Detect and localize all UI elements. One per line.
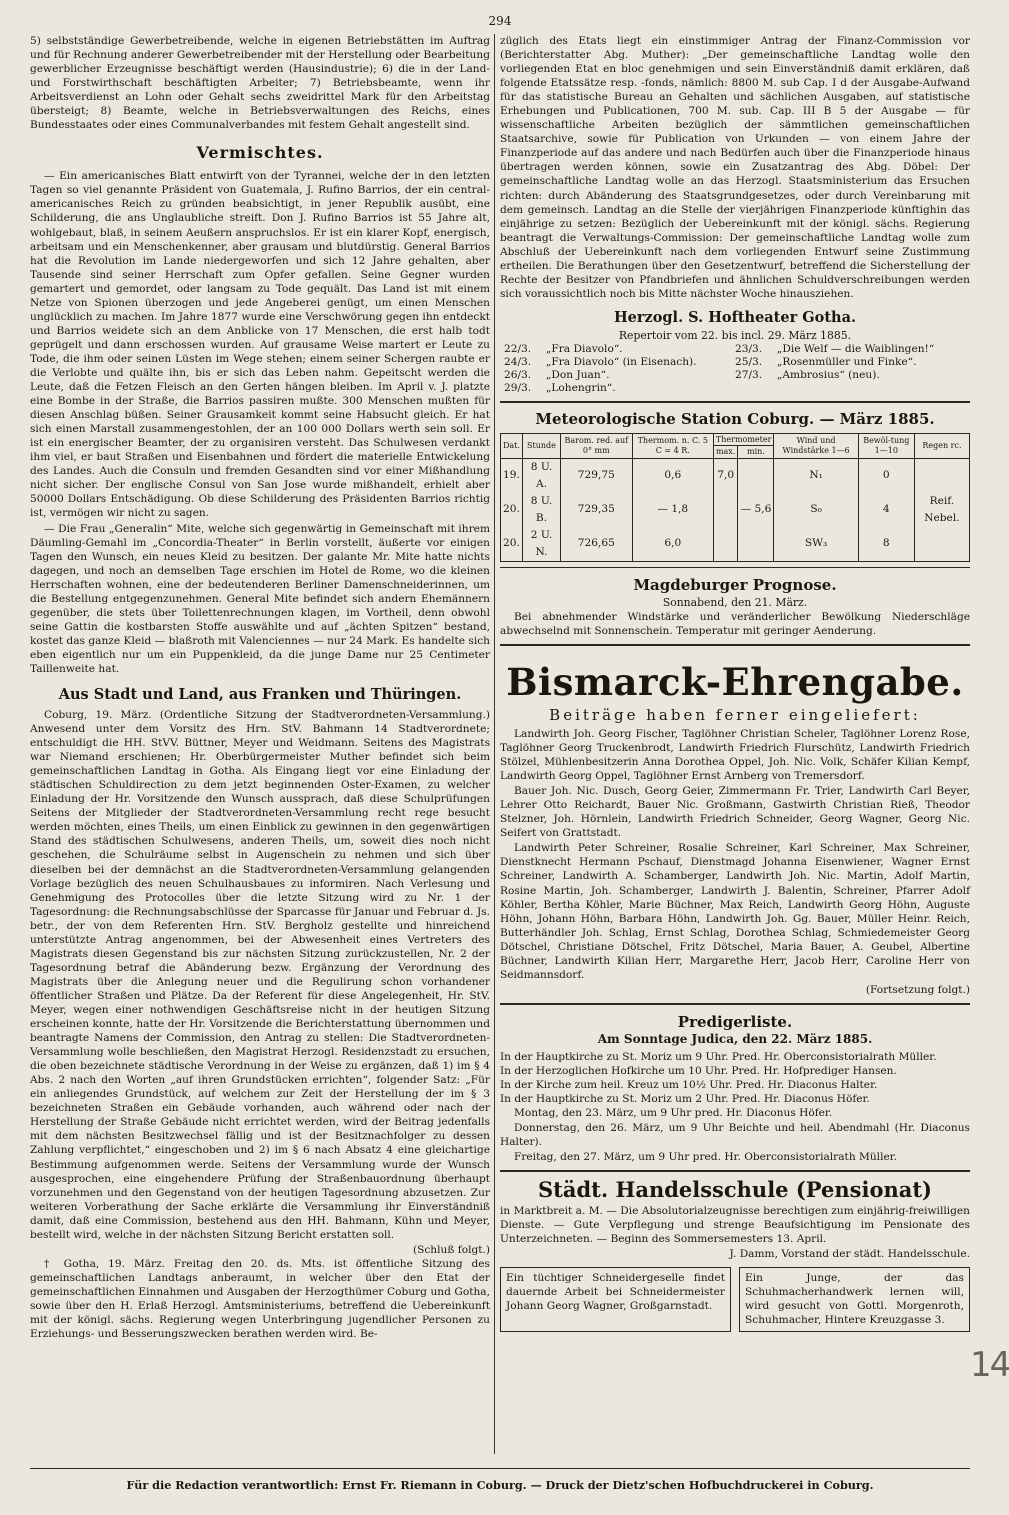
repertoire-date: 29/3. xyxy=(504,381,532,394)
heading-meteorologische-station: Meteorologische Station Coburg. — März 1885. xyxy=(535,409,935,428)
imprint-footer: Für die Redaction verantwortlich: Ernst Fr. Riemann in Coburg. — Druck der Dietz'schen Hofbuchdruckerei in Coburg. xyxy=(126,1478,874,1492)
weather-cell-max xyxy=(713,493,738,527)
prognose-text: Bei abnehmender Windstärke und veränderlicher Bewölkung Niederschläge abwechselnd mit Sonnenschein. Temperatur mit geringer Aenderung. xyxy=(500,610,970,637)
section-rule xyxy=(500,401,970,403)
col-regen: Regen rc. xyxy=(914,433,969,458)
prognose-date: Sonnabend, den 21. März. xyxy=(662,595,808,609)
repertoire-row xyxy=(500,369,970,382)
heading-aus-stadt-und-land: Aus Stadt und Land, aus Franken und Thüringen. xyxy=(58,686,462,704)
repertoire-title xyxy=(773,382,970,395)
repertoire-date xyxy=(731,382,773,395)
weather-cell-min: — 5,6 xyxy=(738,493,774,527)
repertoire-table xyxy=(500,343,970,395)
footer-rule xyxy=(30,1468,970,1469)
weather-cell-barom: 729,35 xyxy=(560,493,632,527)
schluss-folgt: (Schluß folgt.) xyxy=(412,1243,490,1256)
heading-bismarck-ehrengabe: Bismarck-Ehrengabe. xyxy=(506,659,964,704)
repertoire-date: 27/3. xyxy=(734,368,763,381)
col-dat: Dat. xyxy=(501,433,523,458)
right-column xyxy=(500,34,970,1462)
handwritten-margin-note: 14 xyxy=(970,1345,1009,1385)
col-stunde: Stunde xyxy=(522,433,560,458)
ad-schneidergeselle xyxy=(500,1267,731,1332)
predigt-list xyxy=(500,1050,970,1106)
col-therm: Thermom. n. C. 5 C = 4 R. xyxy=(632,433,713,458)
weather-cell-barom: 726,65 xyxy=(560,527,632,562)
ad-junge-text: Ein Junge, der das Schuhmacherhandwerk lernen will, wird gesucht von Gottl. Morgenroth, Schuhmacher, Hintere Kreuzgasse 3. xyxy=(745,1272,964,1327)
weather-row xyxy=(501,458,970,493)
section-rule xyxy=(500,567,970,568)
article-coburg: Coburg, 19. März. (Ordentliche Sitzung der Stadtverordneten-Versammlung.) Anwesend unter dem Vorsitz des Hrn. StV. Bahmann 14 Stadtverordnete; entschuldigt die HH. StVV. Büttner, Meyer und Weidmann. Seitens des Magistrats war Niemand erschienen; Hr. Oberbürgermeister Muther befindet sich beim gemeinschaftlichen Landtag in Gotha. Als Eingang liegt vor eine Einladung der städtischen Schuldirection zu dem jetzt beginnenden Oster-Examen, zu welcher Einladung der Hr. Vorsitzende den Wunsch aussprach, daß diese Schulprüfungen Seitens der Mitglieder der Stadtverordneten-Versammlung recht rege besucht werden möchten, eines Theils, um einen Einblick zu gewinnen in den gegenwärtigen Stand des städtischen Schulwesens, anderen Theils, um, soweit dies noch nicht geschehen, die Schulräume selbst in Augenschein zu nehmen und sich über dieselben bei der demnächst an die Stadtverordneten-Versammlung gelangenden Vorlage bezüglich des neuen Schulhausbaues zu informiren. Nach Verlesung und Genehmigung des Protocolles über die letzte Sitzung wird zu Nr. 1 der Tagesordnung: die Rechnungsabschlüsse der Sparcasse für Januar und Februar d. Js. betr., der von dem Referenten Hrn. StV. Bergholz gestellte und hinreichend unterstützte Antrag angenommen, bei der Abwesenheit eines Vertreters des Magistrats diesen Gegenstand bis zur nächsten Sitzung zurückzustellen, Nr. 2 der Tagesordnung betraf die Abänderung bezw. Ergänzung der Verordnung des Magistrats über die Anlegung neuer und die Regulirung schon vorhandener öffentlicher Straßen und Plätze. Da der Referent für diese Angelegenheit, Hr. StV. Meyer, wegen einer nothwendigen Geschäftsreise nicht in der heutigen Sitzung erscheinen konnte, hatte der Hr. Vorsitzende die Berichterstattung übernommen und beantragte Namens der Commission, den Antrag zu stellen: Die Stadtverordneten-Versammlung wolle beschließen, den Magistrat Herzogl. Residenzstadt zu ersuchen, die oben bezeichnete städtische Verordnung in der Weise zu ergänzen, daß 1) im § 4 Abs. 2 nach den Worten „auf ihren Grundstücken errichten“, folgender Satz: „Für ein anliegendes Grundstück, auf welchem zur Zeit der Herstellung der im § 3 bezeichneten Straßen ein Gebäude vorhanden, auch während oder nach der Herstellung der Straße Gebäude nicht errichtet werden, wird der Beitrag jedenfalls mit dem nächsten Besitzwechsel fällig und ist der Besitznachfolger zu dessen Zahlung verpflichtet,“ eingeschoben und 2) im § 6 nach Absatz 4 eine gleichartige Bestimmung aufgenommen werde. Seitens der Versammlung wurde der Wunsch ausgesprochen, eine eingehendere Prüfung der Straßenbauordnung überhaupt vorzunehmen und den Gegenstand von der heutigen Tagesordnung abzusetzen. Zur weiteren Vorberathung der Sache erklärte die Versammlung ihr Einverständniß damit, daß eine Commission, bestehend aus den HH. Bahmann, Kühn und Meyer, bestellt wird, welche in der nächsten Sitzung Bericht erstatten soll. xyxy=(30,709,490,1241)
bismarck-list-2: Bauer Joh. Nic. Dusch, Georg Geier, Zimmermann Fr. Trier, Landwirth Carl Beyer, Lehrer Otto Reichardt, Bauer Nic. Großmann, Gastwirth Christian Rieß, Theodor Stelzner, Joh. Hörnlein, Landwirth Friedrich Schneider, Georg Wagner, Georg Nic. Seifert von Grattstadt. xyxy=(500,785,970,840)
weather-cell-regen: Reif. Nebel. xyxy=(914,493,969,527)
predigt-item: In der Hauptkirche zu St. Moriz um 9 Uhr. Pred. Hr. Oberconsistorialrath Müller. xyxy=(500,1050,937,1063)
weather-cell-stunde: 2 U. N. xyxy=(522,527,560,562)
heading-vermischtes: Vermischtes. xyxy=(196,143,324,163)
section-rule xyxy=(500,1003,970,1005)
weather-cell-bew: 0 xyxy=(858,458,914,493)
article-intro: 5) selbstständige Gewerbetreibende, welche in eigenen Betriebstätten im Auftrag und für Rechnung anderer Gewerbetreibender mit der Herstellung oder Bearbeitung gewerblicher Erzeugnisse beschäftigt werden (Hausindustrie); 6) die in der Land- und Forstwirthschaft beschäftigten Arbeiter; 7) Betriebsbeamte, wenn ihr Arbeitsverdienst an Lohn oder Gehalt sechs zweidrittel Mark für den Arbeitstag übersteigt; 8) Beamte, welche in Betriebsverwaltungen des Reichs, eines Bundesstaates oder eines Communalverbandes mit festem Gehalt angestellt sind. xyxy=(30,35,490,132)
repertoire-row xyxy=(500,343,970,356)
repertoire-title: „Fra Diavolo“ (in Eisenach). xyxy=(545,355,697,368)
weather-cell-bew: 4 xyxy=(858,493,914,527)
col-wind: Wind und Windstärke 1—6 xyxy=(774,433,858,458)
handelsschule-text: in Marktbreit a. M. — Die Absolutorialzeugnisse berechtigen zum einjährig-freiwilligen Dienste. — Gute Verpflegung und strenge Beaufsichtigung im Pensionate des Unterzeichneten. — Beginn des Sommersemesters 13. April. xyxy=(500,1205,970,1246)
predigt-weekday-item: Montag, den 23. März, um 9 Uhr pred. Hr. Diaconus Höfer. xyxy=(514,1106,833,1119)
repertoire-title: „Ambrosius“ (neu). xyxy=(776,368,880,381)
weather-cell-wind: S₀ xyxy=(774,493,858,527)
repertoire-row xyxy=(500,356,970,369)
article-gotha-continued: züglich des Etats liegt ein einstimmiger Antrag der Finanz-Commission vor (Berichterstatter Abg. Muther): „Der gemeinschaftliche Landtag wolle den vorliegenden Etat en bloc genehmigen und sein Einverständniß damit erklären, daß folgende Etatssätze resp. -fonds, nämlich: 8800 M. sub Cap. I d der Ausgabe-Aufwand für das statistische Bureau an Gehalten und sächlichen Ausgaben, auf statistische Erhebungen und Publicationen, 700 M. sub. Cap. III B 5 der Ausgabe — für wissenschaftliche Arbeiten bezüglich der sämmtlichen gemeinschaftlichen Staatsarchive, sowie für Publication von Urkunden — von einem Jahre der Finanzperiode auf das andere und nach Bedürfen auch über die Finanzperiode hinaus übertragen werden können, sowie ein Zusatzantrag des Abg. Döbel: Der gemeinschaftliche Landtag wolle an das Herzogl. Staatsministerium das Ersuchen richten: durch Abänderung des Staatsgrundgesetzes, oder durch Vereinbarung mit dem gemeinsch. Landtag an die Stelle der vierjährigen Finanzperiode künftighin das einjährige zu setzen: Bezüglich der Uebereinkunft mit der königl. sächs. Regierung beantragt die Verwaltungs-Commission: Der gemeinschaftliche Landtag wolle zum Abschluß der Uebereinkunft nach dem vorliegenden Entwurf seine Zustimmung ertheilen. Die Berathungen über den Gesetzentwurf, betreffend die Sicherstellung der Rechte der Besitzer von Pfandbriefen und ähnlichen Schuldverschreibungen werden sich voraussichtlich noch bis Mitte nächster Woche hinausziehen. xyxy=(500,35,970,300)
repertoire-date: 24/3. xyxy=(504,355,532,368)
weather-cell-max: 7,0 xyxy=(713,458,738,493)
weather-cell-stunde: 8 U. B. xyxy=(522,493,560,527)
repertoire-title: „Don Juan“. xyxy=(545,368,610,381)
section-rule xyxy=(500,644,970,646)
repertoire-date: 25/3. xyxy=(734,355,763,368)
weather-cell-regen xyxy=(914,458,969,493)
weather-row xyxy=(501,527,970,562)
weather-cell-stunde: 8 U. A. xyxy=(522,458,560,493)
weather-row xyxy=(501,493,970,527)
repertoire-title: „Fra Diavolo“. xyxy=(545,342,623,355)
weather-cell-bew: 8 xyxy=(858,527,914,562)
fortsetzung-folgt: (Fortsetzung folgt.) xyxy=(865,983,970,996)
weather-cell-dat: 20. xyxy=(501,527,523,562)
predigt-item: In der Hauptkirche zu St. Moriz um 2 Uhr. Pred. Hr. Diaconus Höfer. xyxy=(500,1092,870,1105)
bismarck-subtitle: Beiträge haben ferner eingeliefert: xyxy=(549,705,921,724)
repertoire-date: 23/3. xyxy=(734,342,763,355)
repertoire-title: „Die Welf — die Waiblingen!“ xyxy=(776,342,935,355)
predigt-date: Am Sonntage Judica, den 22. März 1885. xyxy=(597,1031,873,1046)
predigt-weekday-item: Donnerstag, den 26. März, um 9 Uhr Beichte und heil. Abendmahl (Hr. Diaconus Halter). xyxy=(500,1121,970,1148)
repertoire-row xyxy=(500,382,970,395)
article-generalin: — Die Frau „Generalin“ Mite, welche sich gegenwärtig in Gemeinschaft mit ihrem Däumling-Gemahl im „Concordia-Theater“ in Berlin vorstellt, äußerte vor einigen Tagen den Wunsch, ein neues Kleid zu besitzen. Der galante Mr. Mite hatte nichts dagegen, und noch an demselben Tage erschien im Hotel de Rome, wo die kleinen Herrschaften wohnen, eine der bedeutenderen Berliner Damenschneiderinnen, um die Bestellung entgegenzunehmen. General Mite befindet sich andern Ehemännern gegenüber, die stets über Toilettenrechnungen klagen, im Vortheil, denn obwohl seine Gattin die kostbarsten Stoffe auswählte und auf „ächten Spitzen“ bestand, kostet das ganze Kleid — blaßroth mit Valenciennes — nur 24 Mark. Es handelte sich eben eigentlich nur um ein Puppenkleid, da die junge Dame nur 25 Centimeter Taillenweite hat. xyxy=(30,522,490,675)
article-tyrannei: — Ein americanisches Blatt entwirft von der Tyrannei, welche der in den letzten Tagen so viel genannte Präsident von Guatemala, J. Rufino Barrios, der ein central-americanisches Reich zu gründen beabsichtigt, in jener Republik ausübt, eine Schilderung, die ans Unglaubliche streift. Don J. Rufino Barrios ist 55 Jahre alt, wohlgebaut, blaß, in seinem Aeußern anspruchslos. Er ist ein klarer Kopf, energisch, arbeitsam und ein Menschenkenner, aber grausam und blutdürstig. General Barrios hat die Revolution im Lande niedergeworfen und sich 12 Jahre gehalten, aber Tausende sind seiner Herrschaft zum Opfer gefallen. Seine Gegner wurden gemartert und gemordet, oder langsam zu Tode gequält. Das Land ist mit einem Netze von Spionen überzogen und jede Angeberei genügt, um einen Menschen unglücklich zu machen. Im Jahre 1877 wurde eine Verschwörung gegen ihn entdeckt und Barrios weidete sich an dem Anblicke von 17 Menschen, die erst halb todt geprügelt und dann erschossen wurden. Auf grausame Weise martert er Leute zu Tode, die ihm oder seinen Lüsten im Wege stehen; einem seiner Schergen raubte er die Verlobte und quälte ihn, bis er sich das Leben nahm. Gepeitscht werden die Leute, daß die Fetzen Fleisch an den Gerten hängen bleiben. Im April v. J. platzte eine Bombe in der Straße, die Barrios passiren mußte. 300 Menschen mußten für diesen Anschlag büßen. Seiner Grausamkeit kommt seine Habsucht gleich. Er hat sich einen Marstall zusammengestohlen, der an 100 000 Dollars werth sein soll. Er ist ein energischer Beamter, der zu organisiren versteht. Das Schulwesen verdankt ihm viel, er baut Straßen und Eisenbahnen und fördert die materielle Entwickelung des Landes. Auch die Consuln und fremden Gesandten sind vor einer Mißhandlung nicht sicher. Der englische Consul von San Jose wurde mißhandelt, erhielt aber 50000 Dollars Entschädigung. Ob diese Schilderung des Präsidenten Barrios richtig ist, vermögen wir nicht zu sagen. xyxy=(30,170,490,520)
weather-cell-min xyxy=(738,527,774,562)
weather-cell-wind: N₁ xyxy=(774,458,858,493)
page-number: 294 xyxy=(488,14,512,28)
col-max: max. xyxy=(713,446,738,459)
col-bewoelkung: Bewöl-tung 1—10 xyxy=(858,433,914,458)
predigt-weekdays xyxy=(500,1106,970,1164)
predigt-item: In der Kirche zum heil. Kreuz um 10½ Uhr. Pred. Hr. Diaconus Halter. xyxy=(500,1078,878,1091)
repertoire-title: „Rosenmüller und Finke“. xyxy=(776,355,917,368)
heading-predigerliste: Predigerliste. xyxy=(677,1012,793,1031)
weather-cell-wind: SW₃ xyxy=(774,527,858,562)
weather-cell-regen xyxy=(914,527,969,562)
heading-handelsschule: Städt. Handelsschule (Pensionat) xyxy=(538,1177,932,1203)
repertoire-line: Repertoir vom 22. bis incl. 29. März 1885. xyxy=(618,328,852,342)
weather-cell-max xyxy=(713,527,738,562)
heading-magdeburger-prognose: Magdeburger Prognose. xyxy=(633,575,837,594)
weather-cell-dat: 20. xyxy=(501,493,523,527)
column-divider xyxy=(494,34,495,1454)
heading-hoftheater: Herzogl. S. Hoftheater Gotha. xyxy=(613,308,857,326)
bismarck-list-1: Landwirth Joh. Georg Fischer, Taglöhner Christian Scheler, Taglöhner Lorenz Rose, Taglöhner Georg Truckenbrodt, Landwirth Friedrich Flurschütz, Landwirth Friedrich Stölzel, Mühlenbesitzerin Anna Dorothea Oppel, Joh. Nic. Volk, Schäfer Kilian Kempf, Landwirth Georg Oppel, Taglöhner Ernst Arnberg von Tremersdorf. xyxy=(500,727,970,783)
left-column xyxy=(30,34,490,1462)
weather-cell-barom: 729,75 xyxy=(560,458,632,493)
repertoire-title: „Lohengrin“. xyxy=(545,381,616,394)
section-rule xyxy=(500,1170,970,1172)
weather-cell-min xyxy=(738,458,774,493)
repertoire-date: 26/3. xyxy=(504,368,532,381)
handelsschule-signature: J. Damm, Vorstand der städt. Handelsschule. xyxy=(729,1248,970,1261)
weather-cell-therm: 0,6 xyxy=(632,458,713,493)
predigt-item: In der Herzoglichen Hofkirche um 10 Uhr. Pred. Hr. Hofprediger Hansen. xyxy=(500,1064,897,1077)
article-gotha: † Gotha, 19. März. Freitag den 20. ds. Mts. ist öffentliche Sitzung des gemeinschaftlichen Landtags anberaumt, in welcher über den Etat der gemeinschaftlichen Einnahmen und Ausgaben der Herzogthümer Coburg und Gotha, sowie über den H. Erlaß Herzogl. Amtsministeriums, betreffend die Uebereinkunft mit der königl. sächs. Regierung wegen Unterbringung jugendlicher Personen zu Erziehungs- und Besserungszwecken berathen werden wird. Be- xyxy=(30,1257,490,1341)
bismarck-list-3: Landwirth Peter Schreiner, Rosalie Schreiner, Karl Schreiner, Max Schreiner, Dienstknecht Hermann Pschauf, Dienstmagd Johanna Eisenwiener, Wagner Ernst Schreiner, Landwirth A. Schamberger, Landwirth Joh. Nic. Martin, Adolf Martin, Rosine Martin, Joh. Schamberger, Landwirth J. Balentin, Schreiner, Pfarrer Adolf Köhler, Bertha Köhler, Marie Büchner, Max Reich, Landwirth Georg Höhn, Auguste Höhn, Johann Höhn, Barbara Höhn, Landwirth Joh. Gg. Bauer, Müller Heinr. Reich, Butterhändler Joh. Schlag, Ernst Schlag, Dorothea Schlag, Schmiedemeister Georg Dötschel, Christiane Dötschel, Fritz Dötschel, Maria Bauer, A. Geubel, Albertine Büchner, Landwirth Kilian Herr, Margarethe Herr, Jacob Herr, Caroline Herr von Seidmannsdorf. xyxy=(500,842,970,981)
weather-table xyxy=(500,433,970,562)
weather-cell-therm: 6,0 xyxy=(632,527,713,562)
col-thermometer: Thermometer xyxy=(713,433,774,446)
ad-schneidergeselle-text: Ein tüchtiger Schneidergeselle findet dauernde Arbeit bei Schneidermeister Johann Georg Wagner, Großgarnstadt. xyxy=(506,1272,725,1313)
col-barom: Barom. red. auf 0° mm xyxy=(560,433,632,458)
col-min: min. xyxy=(738,446,774,459)
weather-cell-dat: 19. xyxy=(501,458,523,493)
ad-junge xyxy=(739,1267,970,1332)
predigt-weekday-item: Freitag, den 27. März, um 9 Uhr pred. Hr. Oberconsistorialrath Müller. xyxy=(514,1150,897,1163)
weather-cell-therm: — 1,8 xyxy=(632,493,713,527)
repertoire-date: 22/3. xyxy=(504,342,532,355)
small-ads xyxy=(500,1267,970,1332)
